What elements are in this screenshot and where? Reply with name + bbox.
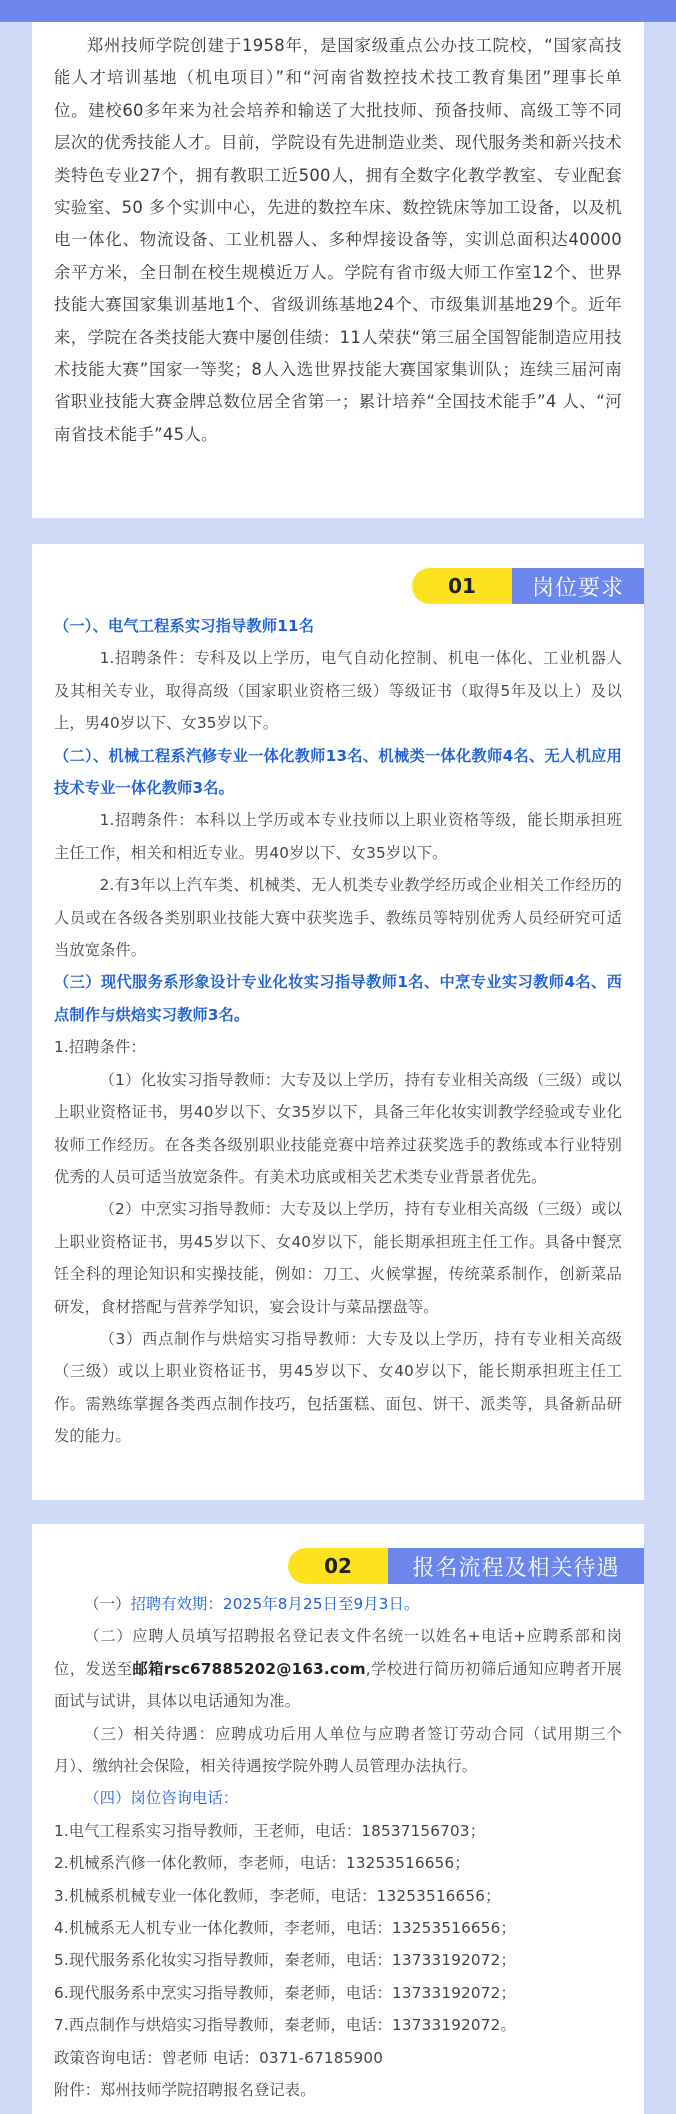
section-title: 岗位要求: [512, 568, 644, 604]
contact-item: 5.现代服务系化妆实习指导教师，秦老师，电话：13733192072；: [54, 1951, 516, 1970]
validity-period: （一）招聘有效期：2025年8月25日至9月3日。: [84, 1595, 420, 1613]
school-intro-text: 郑州技师学院创建于1958年，是国家级重点公办技工院校，“国家高技能人才培训基地（机电项目）”和“河南省数控技术技工教育集团”理事长单位。建校60多年来为社会培养和输送了大批技师、预备技师、高级工等不同层次的优秀技能人才。目前，学院设有先进制造业类、现代服务类和新兴技术类特色专业27个，拥有教职工近500人，拥有全数字化教学教室、专业配套实验室、50 多个实训中心，先进的数控车床、数控铣床等加工设备，以及机电一体化、物流设备、工业机器人、多种焊接设备等，实训总面积达40000余平方米，全日制在校生规模近万人。学院有省市级大师工作室12个、世界技能大赛国家集训基地1个、省级训练基地24个、市级集训基地29个。近年来，学院在各类技能大赛中屡创佳绩：11人荣获“第三届全国智能制造应用技术技能大赛”国家一等奖；8人入选世界技能大赛国家集训队；连续三届河南省职业技能大赛金牌总数位居全省第一；累计培养“全国技术能手”4 人、“河南省技术能手”45人。: [54, 36, 622, 444]
validity-date: 招聘有效期：2025年8月25日至9月3日。: [130, 1595, 420, 1613]
application-instructions: （二）应聘人员填写招聘报名登记表文件名统一以姓名+电话+应聘系部和岗位，发送至邮箱rsc67885202@163.com,学校进行简历初筛后通知应聘者开展面试与试讲，具体以电话通知为准。: [54, 1627, 622, 1711]
intro-card: [32, 22, 644, 518]
contact-item: 2.机械系汽修一体化教师，李老师，电话：13253516656；: [54, 1854, 470, 1873]
section-title: 报名流程及相关待遇: [388, 1548, 644, 1584]
top-banner-band: [0, 0, 676, 22]
paragraph: （3）西点制作与烘焙实习指导教师：大专及以上学历，持有专业相关高级（三级）或以上职业资格证书，男45岁以下、女40岁以下，能长期承担班主任工作。需熟练掌握各类西点制作技巧，包括蛋糕、面包、饼干、派类等，具备新品研发的能力。: [54, 1329, 622, 1446]
section-number-badge: 02: [288, 1548, 388, 1584]
paragraph: 1.招聘条件：本科以上学历或本专业技师以上职业资格等级，能长期承担班主任工作，相关和相近专业。男40岁以下、女35岁以下。: [54, 811, 622, 862]
section-header-02: [288, 1548, 644, 1584]
contact-list: [54, 1815, 622, 2042]
paragraph: 1.招聘条件：: [54, 1038, 146, 1057]
contact-item: 1.电气工程系实习指导教师，王老师，电话：18537156703；: [54, 1821, 486, 1840]
subheading-mechanical: （二）、机械工程系汽修专业一体化教师13名、机械类一体化教师4名、无人机应用技术专业一体化教师3名。: [54, 746, 622, 798]
job-requirements-card: [32, 544, 644, 1500]
paragraph: 2.有3年以上汽车类、机械类、无人机类专业教学经历或企业相关工作经历的人员或在各级各类别职业技能大赛中获奖选手、教练员等特别优秀人员经研究可适当放宽条件。: [54, 876, 622, 960]
benefits-paragraph: （三）相关待遇：应聘成功后用人单位与应聘者签订劳动合同（试用期三个月）、缴纳社会保险，相关待遇按学院外聘人员管理办法执行。: [54, 1724, 622, 1776]
attachment-note: 附件：郑州技师学院招聘报名登记表。: [54, 2081, 316, 2100]
section-header-01: [412, 568, 644, 604]
registration-card: [32, 1524, 644, 2114]
paragraph: （1）化妆实习指导教师：大专及以上学历，持有专业相关高级（三级）或以上职业资格证书，男40岁以下、女35岁以下，具备三年化妆实训教学经验或专业化妆师工作经历。在各类各级别职业技能竞赛中培养过获奖选手的教练或本行业特别优秀的人员可适当放宽条件。有美术功底或相关艺术类专业背景者优先。: [54, 1070, 622, 1186]
subheading-electrical: （一）、电气工程系实习指导教师11名: [54, 617, 315, 635]
email-address[interactable]: 邮箱rsc67885202@163.com: [132, 1659, 366, 1678]
paragraph: 1.招聘条件：专科及以上学历，电气自动化控制、机电一体化、工业机器人及其相关专业，取得高级（国家职业资格三级）等级证书（取得5年及以上）及以上，男40岁以下、女35岁以下。: [54, 649, 622, 733]
subheading-contact: （四）岗位咨询电话：: [84, 1789, 239, 1808]
paragraph: （2）中烹实习指导教师：大专及以上学历，持有专业相关高级（三级）或以上职业资格证书，男45岁以下、女40岁以下，能长期承担班主任工作。具备中餐烹饪全科的理论知识和实操技能，例如：刀工、火候掌握，传统菜系制作，创新菜品研发，食材搭配与营养学知识，宴会设计与菜品摆盘等。: [54, 1200, 622, 1316]
contact-item: 7.西点制作与烘焙实习指导教师，秦老师，电话：13733192072。: [54, 2016, 516, 2035]
contact-item: 3.机械系机械专业一体化教师，李老师，电话：13253516656；: [54, 1886, 501, 1905]
contact-item: 4.机械系无人机专业一体化教师，李老师，电话：13253516656；: [54, 1919, 516, 1938]
job-requirements-body: [54, 610, 622, 1453]
section-number-badge: 01: [412, 568, 512, 604]
policy-contact: 政策咨询电话：曾老师 电话：0371-67185900: [54, 2048, 384, 2067]
registration-body: [54, 1588, 622, 2107]
subheading-modern-service: （三）现代服务系形象设计专业化妆实习指导教师1名、中烹专业实习教师4名、西点制作与烘焙实习教师3名。: [54, 973, 622, 1024]
contact-item: 6.现代服务系中烹实习指导教师，秦老师，电话：13733192072；: [54, 1983, 516, 2002]
